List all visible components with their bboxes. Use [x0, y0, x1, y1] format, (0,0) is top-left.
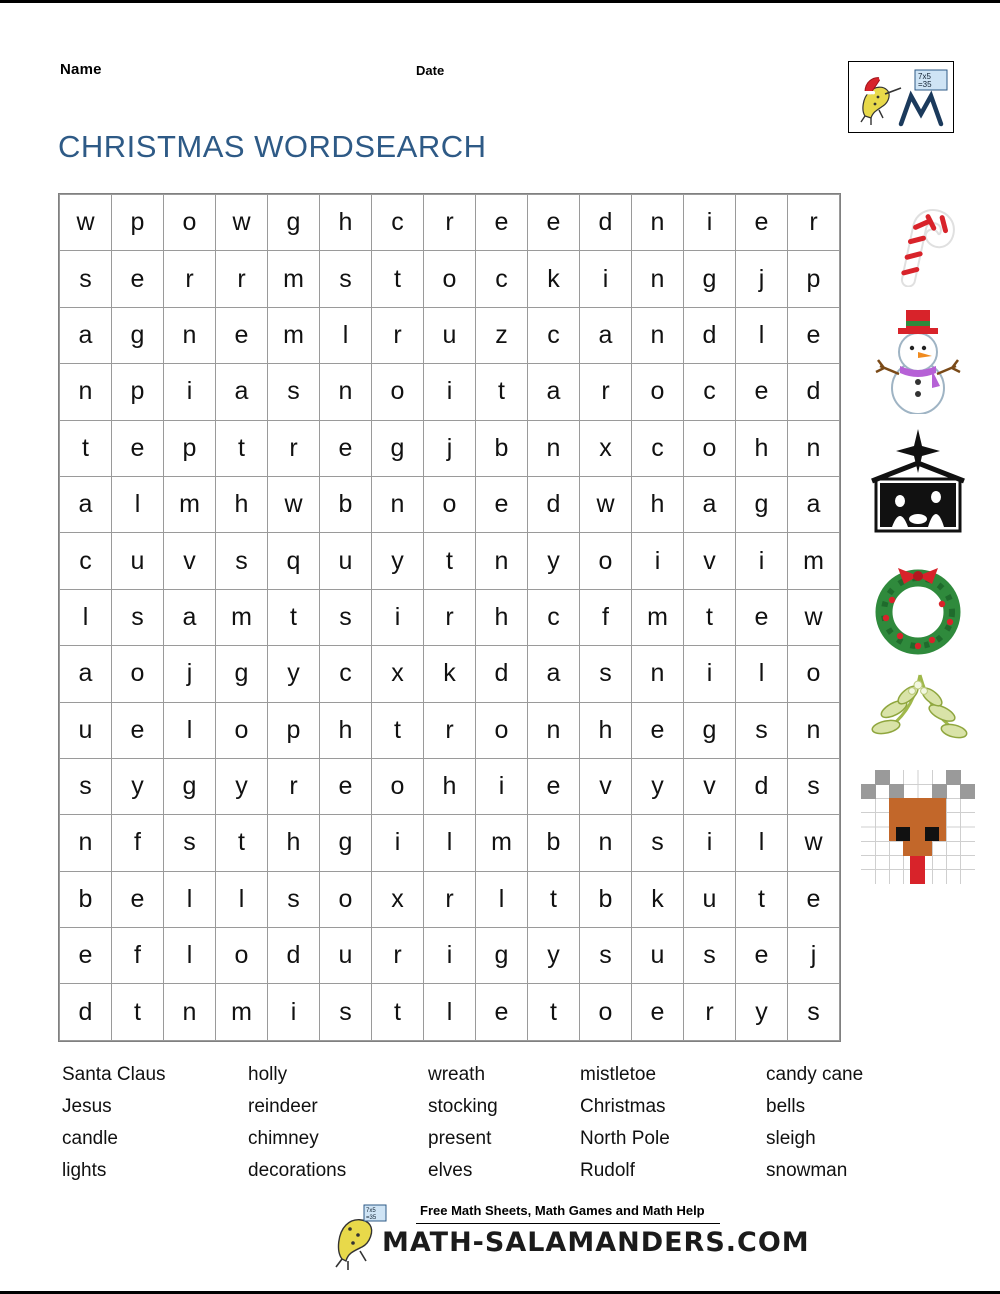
grid-row — [60, 533, 840, 589]
grid-cell[interactable]: y — [372, 533, 424, 589]
grid-cell[interactable]: t — [216, 420, 268, 476]
grid-cell[interactable]: e — [112, 420, 164, 476]
grid-cell[interactable]: c — [684, 364, 736, 420]
grid-cell[interactable]: e — [632, 702, 684, 758]
grid-cell[interactable]: h — [580, 702, 632, 758]
footer-divider — [416, 1223, 720, 1224]
grid-cell[interactable]: o — [580, 533, 632, 589]
grid-cell[interactable]: k — [528, 251, 580, 307]
grid-cell[interactable]: m — [632, 589, 684, 645]
grid-cell[interactable]: a — [60, 646, 112, 702]
grid-cell[interactable]: o — [580, 984, 632, 1040]
decorative-icon-column — [856, 183, 980, 893]
grid-cell[interactable]: a — [528, 364, 580, 420]
grid-cell[interactable]: s — [788, 984, 840, 1040]
grid-row — [60, 984, 840, 1040]
grid-cell[interactable]: e — [528, 758, 580, 814]
grid-row — [60, 702, 840, 758]
grid-row — [60, 307, 840, 363]
grid-cell[interactable]: u — [320, 533, 372, 589]
grid-cell[interactable]: o — [424, 476, 476, 532]
grid-cell[interactable]: e — [112, 251, 164, 307]
footer-tagline: Free Math Sheets, Math Games and Math Help — [420, 1203, 705, 1218]
grid-cell[interactable]: n — [476, 533, 528, 589]
grid-cell[interactable]: e — [476, 195, 528, 251]
svg-text:=35: =35 — [366, 1215, 377, 1221]
grid-cell[interactable]: r — [580, 364, 632, 420]
grid-cell[interactable]: i — [684, 195, 736, 251]
grid-cell[interactable]: e — [476, 984, 528, 1040]
grid-cell[interactable]: n — [320, 364, 372, 420]
grid-cell[interactable]: w — [788, 589, 840, 645]
grid-row — [60, 758, 840, 814]
grid-cell[interactable]: n — [528, 420, 580, 476]
grid-cell[interactable]: w — [580, 476, 632, 532]
word-list-item: North Pole — [580, 1128, 670, 1149]
grid-cell[interactable]: r — [424, 871, 476, 927]
grid-cell[interactable]: y — [736, 984, 788, 1040]
candy-cane-icon — [856, 183, 980, 292]
grid-cell[interactable]: m — [476, 815, 528, 871]
grid-cell[interactable]: t — [424, 533, 476, 589]
grid-cell[interactable]: g — [684, 702, 736, 758]
wordsearch-table — [59, 194, 840, 1041]
grid-cell[interactable]: d — [788, 364, 840, 420]
date-label: Date — [416, 63, 445, 78]
grid-cell[interactable]: n — [632, 307, 684, 363]
grid-cell[interactable]: l — [320, 307, 372, 363]
grid-cell[interactable]: e — [788, 307, 840, 363]
grid-cell[interactable]: i — [164, 364, 216, 420]
grid-cell[interactable]: v — [164, 533, 216, 589]
grid-cell[interactable]: s — [684, 928, 736, 984]
grid-cell[interactable]: r — [788, 195, 840, 251]
grid-cell[interactable]: o — [112, 646, 164, 702]
grid-cell[interactable]: d — [736, 758, 788, 814]
grid-cell[interactable]: i — [684, 815, 736, 871]
grid-cell[interactable]: s — [788, 758, 840, 814]
grid-row — [60, 815, 840, 871]
grid-cell[interactable]: y — [112, 758, 164, 814]
word-list-item: present — [428, 1128, 492, 1149]
grid-cell[interactable]: i — [476, 758, 528, 814]
grid-cell[interactable]: l — [424, 984, 476, 1040]
grid-cell[interactable]: e — [216, 307, 268, 363]
word-list-item: chimney — [248, 1128, 319, 1149]
grid-cell[interactable]: c — [476, 251, 528, 307]
grid-cell[interactable]: g — [320, 815, 372, 871]
grid-cell[interactable]: e — [112, 702, 164, 758]
grid-cell[interactable]: n — [788, 702, 840, 758]
grid-cell[interactable]: s — [268, 871, 320, 927]
grid-cell[interactable]: r — [684, 984, 736, 1040]
grid-cell[interactable]: l — [164, 702, 216, 758]
grid-cell[interactable]: r — [164, 251, 216, 307]
grid-cell[interactable]: n — [60, 815, 112, 871]
grid-cell[interactable]: y — [528, 928, 580, 984]
word-list-item: Rudolf — [580, 1160, 635, 1181]
grid-cell[interactable]: t — [528, 871, 580, 927]
grid-cell[interactable]: y — [632, 758, 684, 814]
page-footer — [0, 1199, 1000, 1279]
word-list-item: elves — [428, 1160, 473, 1181]
grid-cell[interactable]: r — [268, 420, 320, 476]
grid-row — [60, 195, 840, 251]
grid-cell[interactable]: s — [60, 758, 112, 814]
grid-cell[interactable]: o — [372, 758, 424, 814]
grid-cell[interactable]: i — [684, 646, 736, 702]
word-list-item: bells — [766, 1096, 806, 1117]
grid-cell[interactable]: u — [424, 307, 476, 363]
grid-cell[interactable]: o — [372, 364, 424, 420]
grid-cell[interactable]: c — [528, 307, 580, 363]
grid-cell[interactable]: i — [580, 251, 632, 307]
grid-cell[interactable]: o — [684, 420, 736, 476]
grid-cell[interactable]: f — [112, 815, 164, 871]
grid-cell[interactable]: e — [788, 871, 840, 927]
grid-cell[interactable]: p — [112, 195, 164, 251]
grid-cell[interactable]: t — [684, 589, 736, 645]
grid-cell[interactable]: s — [112, 589, 164, 645]
grid-cell[interactable]: j — [788, 928, 840, 984]
word-list-item: Jesus — [62, 1096, 112, 1117]
grid-cell[interactable]: t — [60, 420, 112, 476]
grid-row — [60, 928, 840, 984]
grid-cell[interactable]: o — [320, 871, 372, 927]
grid-cell[interactable]: e — [736, 364, 788, 420]
grid-cell[interactable]: l — [112, 476, 164, 532]
grid-cell[interactable]: w — [216, 195, 268, 251]
grid-cell[interactable]: h — [424, 758, 476, 814]
grid-cell[interactable]: a — [788, 476, 840, 532]
grid-cell[interactable]: t — [372, 702, 424, 758]
grid-cell[interactable]: g — [736, 476, 788, 532]
grid-cell[interactable]: u — [112, 533, 164, 589]
word-list-item: candy cane — [766, 1064, 864, 1085]
grid-cell[interactable]: e — [320, 758, 372, 814]
grid-cell[interactable]: r — [424, 702, 476, 758]
wreath-icon — [856, 556, 980, 665]
word-list-item: lights — [62, 1160, 107, 1181]
grid-cell[interactable]: m — [216, 589, 268, 645]
grid-cell[interactable]: m — [268, 251, 320, 307]
grid-row — [60, 420, 840, 476]
grid-cell[interactable]: d — [60, 984, 112, 1040]
grid-cell[interactable]: l — [424, 815, 476, 871]
grid-cell[interactable]: s — [580, 928, 632, 984]
grid-cell[interactable]: o — [216, 928, 268, 984]
grid-row — [60, 364, 840, 420]
grid-cell[interactable]: s — [320, 589, 372, 645]
grid-cell[interactable]: r — [372, 307, 424, 363]
grid-cell[interactable]: i — [632, 533, 684, 589]
grid-cell[interactable]: c — [372, 195, 424, 251]
grid-cell[interactable]: f — [112, 928, 164, 984]
grid-cell[interactable]: d — [476, 646, 528, 702]
grid-cell[interactable]: t — [528, 984, 580, 1040]
word-list-item: wreath — [428, 1064, 486, 1085]
grid-cell[interactable]: u — [632, 928, 684, 984]
grid-cell[interactable]: a — [164, 589, 216, 645]
grid-cell[interactable]: h — [320, 702, 372, 758]
grid-cell[interactable]: l — [60, 589, 112, 645]
grid-cell[interactable]: z — [476, 307, 528, 363]
reindeer-pixel-icon — [856, 770, 980, 889]
grid-cell[interactable]: o — [476, 702, 528, 758]
grid-cell[interactable]: y — [528, 533, 580, 589]
grid-cell[interactable]: o — [788, 646, 840, 702]
grid-cell[interactable]: e — [736, 928, 788, 984]
grid-cell[interactable]: c — [632, 420, 684, 476]
grid-cell[interactable]: a — [216, 364, 268, 420]
grid-cell[interactable]: d — [580, 195, 632, 251]
grid-cell[interactable]: n — [632, 251, 684, 307]
grid-cell[interactable]: o — [164, 195, 216, 251]
grid-cell[interactable]: o — [424, 251, 476, 307]
grid-cell[interactable]: h — [736, 420, 788, 476]
grid-cell[interactable]: k — [632, 871, 684, 927]
grid-cell[interactable]: u — [684, 871, 736, 927]
grid-cell[interactable]: s — [60, 251, 112, 307]
grid-cell[interactable]: m — [164, 476, 216, 532]
grid-cell[interactable]: e — [320, 420, 372, 476]
grid-cell[interactable]: a — [580, 307, 632, 363]
word-list-item: holly — [248, 1064, 288, 1085]
grid-cell[interactable]: a — [528, 646, 580, 702]
grid-cell[interactable]: d — [684, 307, 736, 363]
grid-cell[interactable]: g — [476, 928, 528, 984]
grid-cell[interactable]: w — [60, 195, 112, 251]
grid-cell[interactable]: y — [268, 646, 320, 702]
grid-cell[interactable]: b — [528, 815, 580, 871]
grid-cell[interactable]: m — [216, 984, 268, 1040]
grid-cell[interactable]: l — [164, 871, 216, 927]
grid-cell[interactable]: s — [736, 702, 788, 758]
grid-cell[interactable]: b — [320, 476, 372, 532]
grid-cell[interactable]: w — [268, 476, 320, 532]
grid-cell[interactable]: b — [60, 871, 112, 927]
grid-cell[interactable]: j — [424, 420, 476, 476]
word-list-item: sleigh — [766, 1128, 816, 1149]
mistletoe-icon — [856, 669, 980, 766]
grid-cell[interactable]: x — [372, 871, 424, 927]
grid-cell[interactable]: t — [736, 871, 788, 927]
grid-row — [60, 646, 840, 702]
grid-cell[interactable]: e — [476, 476, 528, 532]
grid-cell[interactable]: b — [476, 420, 528, 476]
grid-cell[interactable]: s — [320, 984, 372, 1040]
name-label: Name — [60, 61, 102, 78]
word-list-item: Santa Claus — [62, 1064, 166, 1085]
grid-row — [60, 871, 840, 927]
snowman-icon — [856, 296, 980, 419]
grid-row — [60, 476, 840, 532]
grid-cell[interactable]: v — [580, 758, 632, 814]
grid-cell[interactable]: f — [580, 589, 632, 645]
grid-cell[interactable]: i — [268, 984, 320, 1040]
grid-cell[interactable]: l — [164, 928, 216, 984]
grid-cell[interactable]: s — [164, 815, 216, 871]
grid-cell[interactable]: d — [268, 928, 320, 984]
grid-cell[interactable]: e — [528, 195, 580, 251]
grid-cell[interactable]: p — [788, 251, 840, 307]
grid-cell[interactable]: m — [788, 533, 840, 589]
grid-cell[interactable]: k — [424, 646, 476, 702]
grid-cell[interactable]: l — [216, 871, 268, 927]
grid-cell[interactable]: e — [736, 589, 788, 645]
page-title: CHRISTMAS WORDSEARCH — [58, 129, 487, 164]
grid-cell[interactable]: l — [736, 815, 788, 871]
grid-cell[interactable]: x — [372, 646, 424, 702]
grid-cell[interactable]: n — [580, 815, 632, 871]
grid-cell[interactable]: l — [476, 871, 528, 927]
grid-cell[interactable]: r — [216, 251, 268, 307]
grid-cell[interactable]: i — [372, 815, 424, 871]
grid-cell[interactable]: h — [320, 195, 372, 251]
word-list-item: reindeer — [248, 1096, 318, 1117]
word-list-item: snowman — [766, 1160, 848, 1181]
grid-cell[interactable]: r — [424, 589, 476, 645]
grid-cell[interactable]: l — [736, 307, 788, 363]
grid-row — [60, 251, 840, 307]
grid-cell[interactable]: y — [216, 758, 268, 814]
grid-cell[interactable]: w — [788, 815, 840, 871]
grid-cell[interactable]: x — [580, 420, 632, 476]
grid-cell[interactable]: b — [580, 871, 632, 927]
word-list-item: Christmas — [580, 1096, 666, 1117]
grid-cell[interactable]: g — [164, 758, 216, 814]
grid-cell[interactable]: u — [320, 928, 372, 984]
grid-cell[interactable]: c — [320, 646, 372, 702]
grid-cell[interactable]: j — [736, 251, 788, 307]
word-list-item: decorations — [248, 1160, 347, 1181]
grid-cell[interactable]: h — [268, 815, 320, 871]
word-list-item: mistletoe — [580, 1064, 657, 1085]
grid-cell[interactable]: t — [216, 815, 268, 871]
grid-cell[interactable]: s — [632, 815, 684, 871]
grid-cell[interactable]: q — [268, 533, 320, 589]
grid-cell[interactable]: i — [424, 364, 476, 420]
grid-cell[interactable]: o — [216, 702, 268, 758]
grid-cell[interactable]: n — [60, 364, 112, 420]
grid-cell[interactable]: a — [60, 307, 112, 363]
footer-site-name: MATH-SALAMANDERS.COM — [382, 1227, 810, 1258]
svg-text:7x5: 7x5 — [918, 72, 931, 81]
svg-text:7x5: 7x5 — [366, 1208, 376, 1214]
grid-cell[interactable]: n — [164, 984, 216, 1040]
grid-cell[interactable]: g — [268, 195, 320, 251]
math-salamanders-logo — [848, 61, 954, 133]
grid-cell[interactable]: s — [580, 646, 632, 702]
grid-cell[interactable]: i — [424, 928, 476, 984]
grid-cell[interactable]: n — [164, 307, 216, 363]
grid-cell[interactable]: n — [788, 420, 840, 476]
grid-cell[interactable]: n — [372, 476, 424, 532]
grid-cell[interactable]: e — [60, 928, 112, 984]
grid-cell[interactable]: r — [372, 928, 424, 984]
grid-cell[interactable]: a — [60, 476, 112, 532]
grid-cell[interactable]: t — [476, 364, 528, 420]
grid-cell[interactable]: n — [528, 702, 580, 758]
grid-cell[interactable]: t — [112, 984, 164, 1040]
grid-cell[interactable]: g — [112, 307, 164, 363]
grid-cell[interactable]: s — [320, 251, 372, 307]
grid-cell[interactable]: s — [216, 533, 268, 589]
grid-cell[interactable]: e — [112, 871, 164, 927]
grid-cell[interactable]: c — [528, 589, 580, 645]
word-list-item: stocking — [428, 1096, 498, 1117]
nativity-star-icon — [856, 423, 980, 552]
grid-cell[interactable]: a — [684, 476, 736, 532]
word-list-item: candle — [62, 1128, 118, 1149]
grid-cell[interactable]: g — [372, 420, 424, 476]
grid-cell[interactable]: o — [632, 364, 684, 420]
grid-cell[interactable]: t — [372, 984, 424, 1040]
grid-cell[interactable]: t — [268, 589, 320, 645]
word-list — [62, 1059, 942, 1187]
grid-cell[interactable]: e — [632, 984, 684, 1040]
grid-cell[interactable]: d — [528, 476, 580, 532]
grid-cell[interactable]: r — [424, 195, 476, 251]
grid-cell[interactable]: h — [216, 476, 268, 532]
grid-cell[interactable]: g — [684, 251, 736, 307]
grid-cell[interactable]: e — [736, 195, 788, 251]
grid-cell[interactable]: c — [60, 533, 112, 589]
grid-cell[interactable]: n — [632, 646, 684, 702]
grid-cell[interactable]: p — [268, 702, 320, 758]
grid-cell[interactable]: s — [268, 364, 320, 420]
grid-cell[interactable]: p — [164, 420, 216, 476]
grid-row — [60, 589, 840, 645]
grid-cell[interactable]: n — [632, 195, 684, 251]
grid-cell[interactable]: u — [60, 702, 112, 758]
grid-cell[interactable]: t — [372, 251, 424, 307]
grid-cell[interactable]: r — [268, 758, 320, 814]
grid-cell[interactable]: v — [684, 758, 736, 814]
grid-cell[interactable]: g — [216, 646, 268, 702]
grid-cell[interactable]: l — [736, 646, 788, 702]
grid-cell[interactable]: i — [372, 589, 424, 645]
grid-cell[interactable]: m — [268, 307, 320, 363]
grid-cell[interactable]: i — [736, 533, 788, 589]
grid-cell[interactable]: p — [112, 364, 164, 420]
wordsearch-grid — [58, 193, 841, 1042]
grid-cell[interactable]: j — [164, 646, 216, 702]
grid-cell[interactable]: v — [684, 533, 736, 589]
svg-text:=35: =35 — [918, 80, 932, 89]
grid-cell[interactable]: h — [632, 476, 684, 532]
grid-cell[interactable]: h — [476, 589, 528, 645]
